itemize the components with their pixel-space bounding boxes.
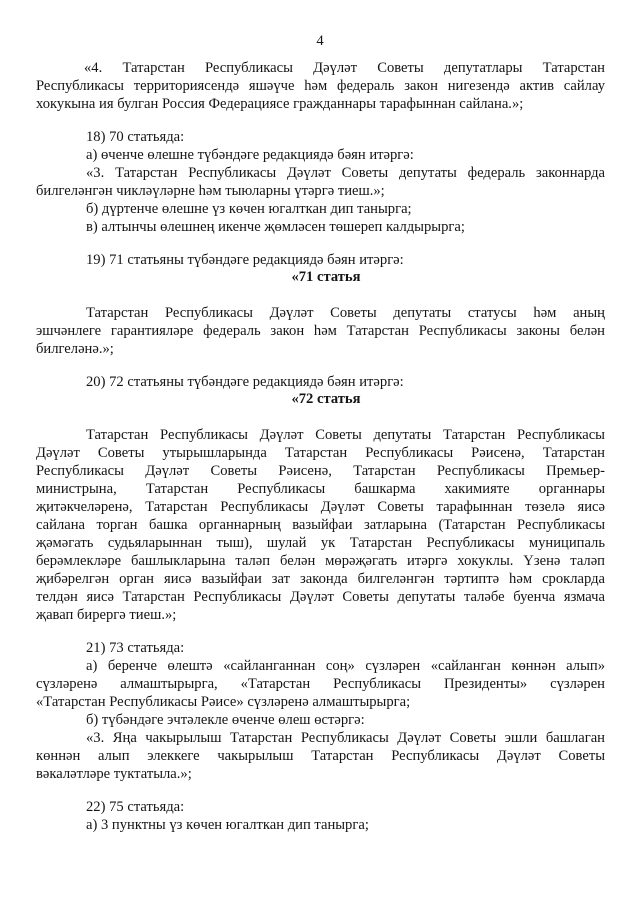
text-line: 20) 72 статьяны түбәндәге редакциядә бәян итәргә: <box>86 374 404 390</box>
text-line: «Татарстан Республикасы Рәисе» сүзләренә алмаштырырга; <box>36 694 411 710</box>
article-heading: «72 статья <box>291 391 361 407</box>
text-line: а) өченче өлешне түбәндәге редакциядә бәян итәргә: <box>86 147 414 163</box>
text-line: җибәрелгән орган яисә вазыйфаи зат законда билгеләнгән тәртиптә һәм срокларда <box>36 571 605 587</box>
text-line: а) беренче өлештә «сайланганнан соң» сүзләрен «сайланган көннән алып» <box>86 658 605 674</box>
text-line: сайлана торган башка органнарның вазыйфаи затларына (Татарстан Республикасы <box>36 517 605 533</box>
page-number: 4 <box>316 33 324 49</box>
text-line: 22) 75 статьяда: <box>86 799 185 815</box>
text-line: в) алтынчы өлешнең икенче җөмләсен төшереп калдырырга; <box>86 219 465 235</box>
text-line: Татарстан Республикасы Дәүләт Советы депутаты Татарстан Республикасы <box>86 427 605 443</box>
text-line: көннән алып элеккеге чакырылыш Татарстан Республикасы Дәүләт Советы <box>36 748 605 764</box>
text-line: хокукына ия булган Россия Федерациясе гражданнары тарафыннан сайлана.»; <box>36 96 524 112</box>
text-line: «4. Татарстан Республикасы Дәүләт Советы депутатлары Татарстан <box>84 60 605 76</box>
text-line: Республикасы Дәүләт Советы Рәисенә, Татарстан Республикасы Премьер- <box>36 463 605 479</box>
text-line: сүзләренә алмаштырырга, «Татарстан Республикасы Президенты» сүзләрен <box>36 676 605 692</box>
text-line: билгеләнә.»; <box>36 341 114 357</box>
text-line: б) дүртенче өлешне үз көчен югалткан дип танырга; <box>86 201 412 217</box>
text-line: а) 3 пунктны үз көчен югалткан дип танырга; <box>86 817 369 833</box>
text-line: «3. Татарстан Республикасы Дәүләт Советы депутаты федераль законнарда <box>86 165 605 181</box>
text-line: Татарстан Республикасы Дәүләт Советы депутаты статусы һәм аның <box>86 305 605 321</box>
text-line: берәмлекләре башлыкларына таләп белән мөрәҗәгать итәргә хокуклы. Үзенә таләп <box>36 553 605 569</box>
text-line: 18) 70 статьяда: <box>86 129 185 145</box>
text-line: җавап бирергә тиеш.»; <box>36 607 177 623</box>
article-heading: «71 статья <box>291 269 361 285</box>
text-line: җәмәгать судьяларыннан тыш), шулай ук Татарстан Республикасы муниципаль <box>36 535 605 551</box>
text-line: б) түбәндәге эчтәлекле өченче өлеш өстәргә: <box>86 712 365 728</box>
text-line: эшчәнлеге гарантияләре федераль закон һәм Татарстан Республикасы законы белән <box>36 323 605 339</box>
text-line: Дәүләт Советы утырышларында Татарстан Республикасы Рәисенә, Татарстан <box>36 445 605 461</box>
text-line: җитәкчеләренә, Татарстан Республикасы Дәүләт Советы тарафыннан төзелә яисә <box>36 499 605 515</box>
text-line: «3. Яңа чакырылыш Татарстан Республикасы Дәүләт Советы эшли башлаган <box>86 730 605 746</box>
text-line: Республикасы территориясендә яшәүче һәм федераль закон нигезендә актив сайлау <box>36 78 605 94</box>
text-line: билгеләнгән чикләүләрне һәм тыюларны үтәргә тиеш.»; <box>36 183 385 199</box>
text-line: 19) 71 статьяны түбәндәге редакциядә бәян итәргә: <box>86 252 404 268</box>
text-line: телдән яисә Татарстан Республикасы Дәүләт Советы депутаты таләбе буенча язмача <box>36 589 605 605</box>
text-line: 21) 73 статьяда: <box>86 640 185 656</box>
text-line: вәкаләтләре туктатыла.»; <box>36 766 192 782</box>
text-line: министрына, Татарстан Республикасы башкарма хакимияте органнары <box>36 481 605 497</box>
